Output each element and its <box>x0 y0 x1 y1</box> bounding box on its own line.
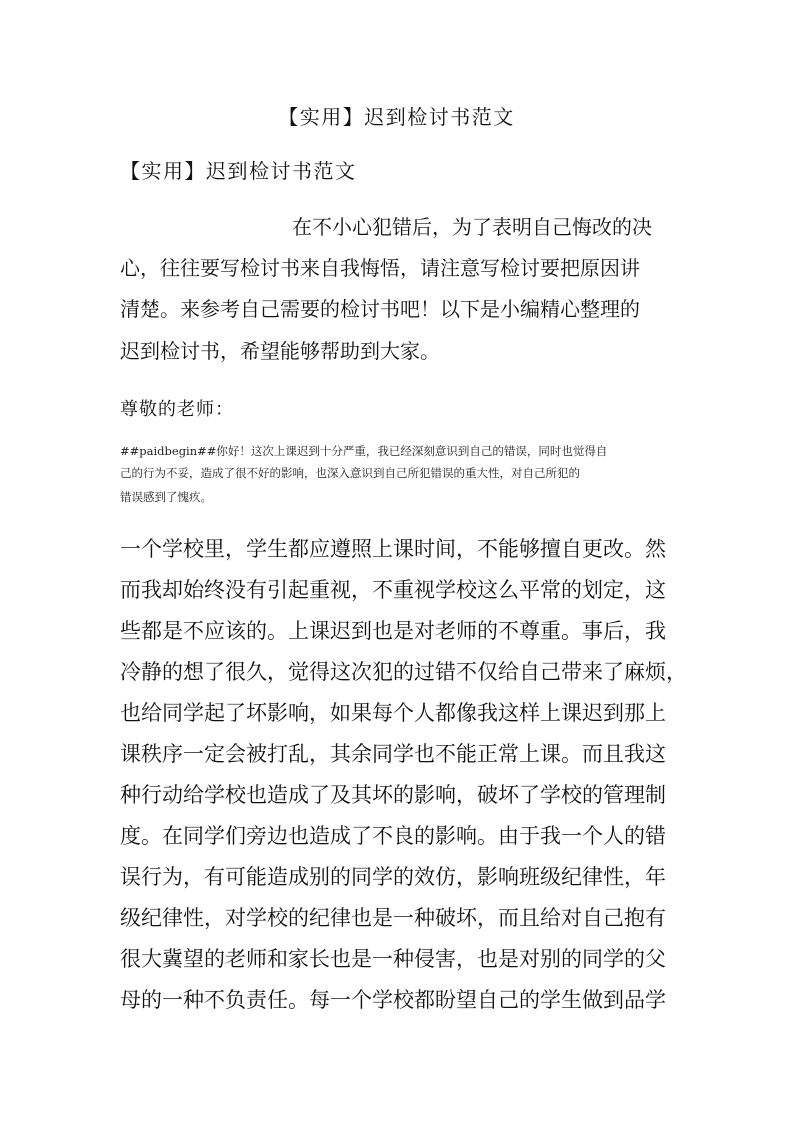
small-paragraph-line: 错误感到了愧疚。 <box>120 490 212 504</box>
body-line: 误行为，有可能造成别的同学的效仿，影响班级纪律性，年 <box>120 865 666 889</box>
body-line: 一个学校里，学生都应遵照上课时间，不能够擅自更改。然 <box>120 537 666 561</box>
body-line: 种行动给学校也造成了及其坏的影响，破坏了学校的管理制 <box>120 783 666 807</box>
body-line: 级纪律性，对学校的纪律也是一种破坏，而且给对自己抱有 <box>120 906 666 930</box>
body-line: 母的一种不负责任。每一个学校都盼望自己的学生做到品学 <box>120 988 666 1012</box>
body-line: 课秩序一定会被打乱，其余同学也不能正常上课。而且我这 <box>120 742 666 766</box>
small-paragraph-line: 己的行为不妥，造成了很不好的影响，也深入意识到自己所犯错误的重大性，对自己所犯的 <box>120 466 580 480</box>
intro-line: 迟到检讨书，希望能够帮助到大家。 <box>120 339 440 363</box>
intro-line: 清楚。来参考自己需要的检讨书吧！以下是小编精心整理的 <box>120 297 640 321</box>
intro-line: 在不小心犯错后，为了表明自己悔改的决 <box>292 215 652 239</box>
document-title: 【实用】迟到检讨书范文 <box>278 105 515 129</box>
body-line: 冷静的想了很久，觉得这次犯的过错不仅给自己带来了麻烦， <box>120 660 687 684</box>
small-paragraph-line: ##paidbegin##你好！这次上课迟到十分严重，我已经深刻意识到自己的错误，同时也觉得自 <box>120 444 608 458</box>
intro-line: 心，往往要写检讨书来自我悔悟，请注意写检讨要把原因讲 <box>120 256 640 280</box>
body-line: 度。在同学们旁边也造成了不良的影响。由于我一个人的错 <box>120 824 666 848</box>
body-line: 也给同学起了坏影响，如果每个人都像我这样上课迟到那上 <box>120 701 666 725</box>
body-line: 而我却始终没有引起重视，不重视学校这么平常的划定，这 <box>120 578 666 602</box>
document-subtitle: 【实用】迟到检讨书范文 <box>120 159 357 183</box>
salutation: 尊敬的老师： <box>120 399 234 420</box>
body-line: 很大冀望的老师和家长也是一种侵害，也是对别的同学的父 <box>120 947 666 971</box>
body-line: 些都是不应该的。上课迟到也是对老师的不尊重。事后，我 <box>120 619 666 643</box>
